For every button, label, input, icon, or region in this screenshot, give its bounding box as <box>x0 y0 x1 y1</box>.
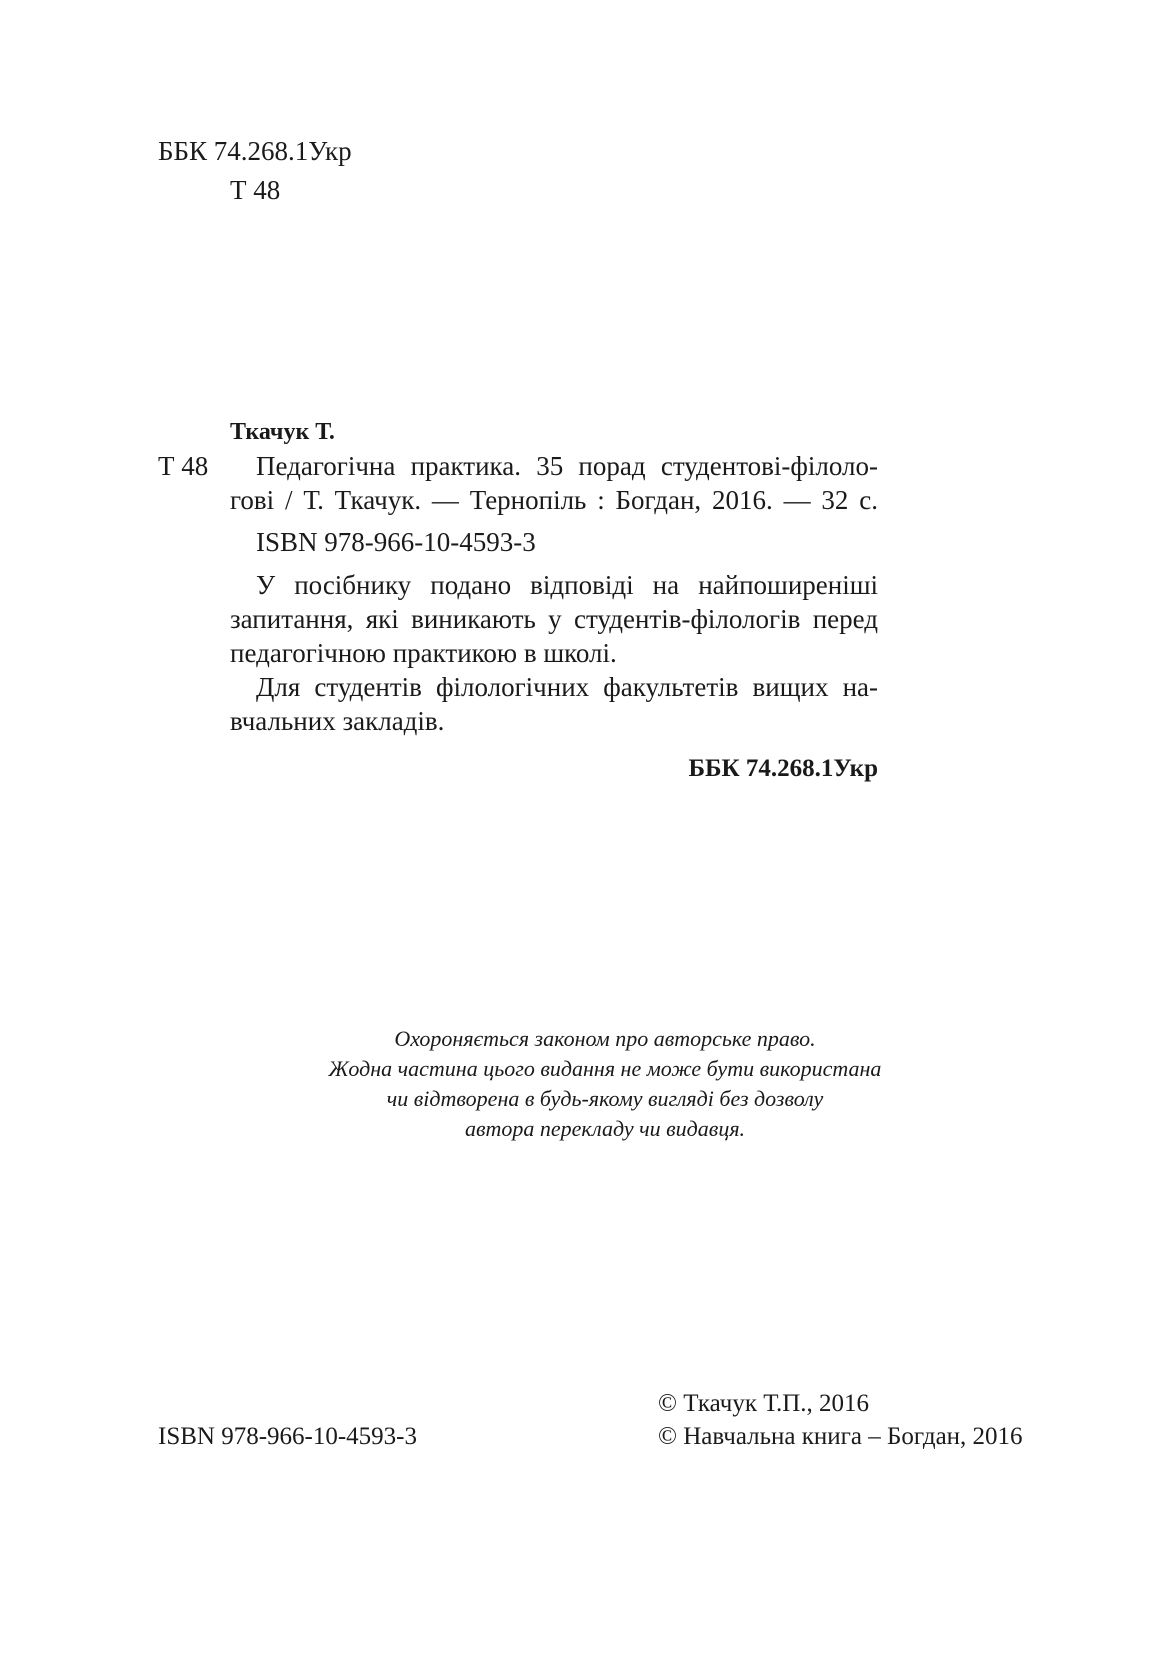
card-bbk-index: ББК 74.268.1Укр <box>688 755 878 782</box>
card-title-line-1: Педагогічна практика. 35 порад студентові-філоло- <box>256 451 878 481</box>
card-isbn: ISBN 978-966-10-4593-3 <box>256 527 536 557</box>
card-author: Ткачук Т. <box>230 419 335 445</box>
notice-line-2: Жодна частина цього видання не може бути використана <box>328 1056 882 1081</box>
copyright-author: © Ткачук Т.П., 2016 <box>658 1390 870 1417</box>
annotation-line-2: запитання, які виникають у студентів-філологів перед <box>230 604 878 634</box>
notice-line-3: чи відтворена в будь-якому вигляді без дозволу <box>386 1086 824 1111</box>
copyright-publisher: © Навчальна книга – Богдан, 2016 <box>658 1423 1023 1450</box>
footer-isbn: ISBN 978-966-10-4593-3 <box>158 1423 418 1450</box>
card-title-line-2: гові / Т. Ткачук. — Тернопіль : Богдан, 2016. — 32 с. <box>230 485 878 515</box>
author-mark: Т 48 <box>230 175 281 205</box>
annotation-line-5: вчальних закладів. <box>230 706 445 736</box>
bbk-index: ББК 74.268.1Укр <box>158 136 352 166</box>
notice-line-4: автора перекладу чи видавця. <box>464 1116 746 1141</box>
notice-line-1: Охороняється законом про авторське право. <box>394 1026 816 1051</box>
annotation-line-1: У посібнику подано відповіді на найпоширеніші <box>256 570 878 600</box>
annotation-line-3: педагогічною практикою в школі. <box>230 638 617 668</box>
card-author-mark: Т 48 <box>158 451 209 481</box>
copyright-notice <box>260 1024 950 1144</box>
annotation-line-4: Для студентів філологічних факультетів вищих на- <box>256 672 878 702</box>
